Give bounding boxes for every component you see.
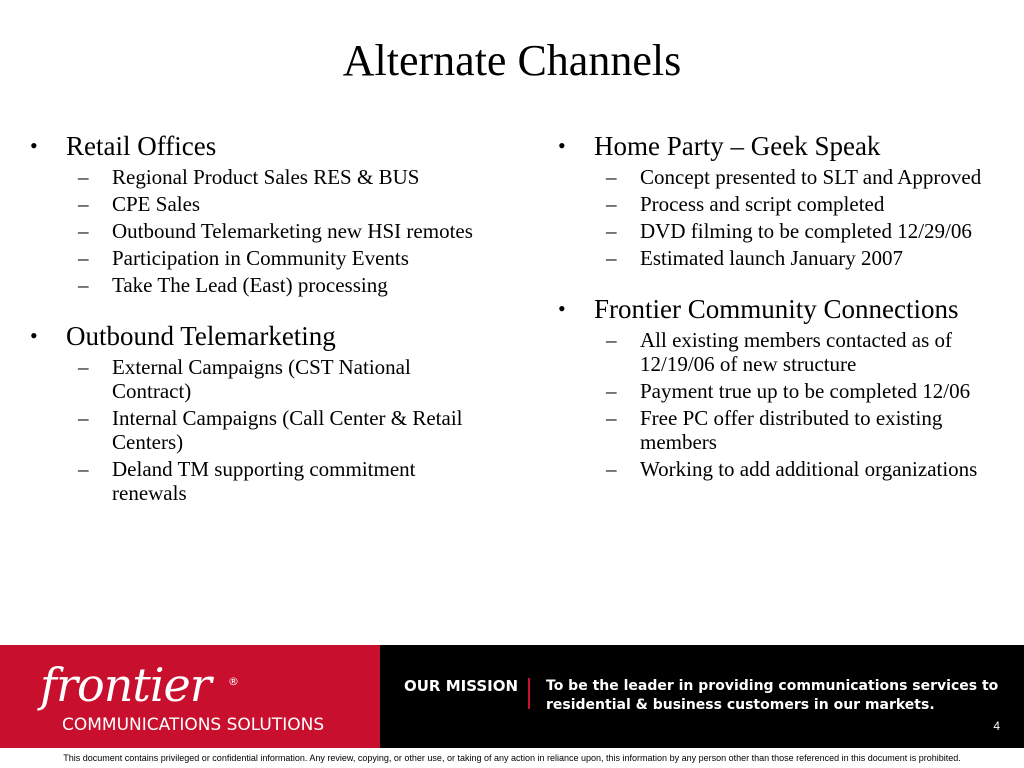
bullet-home-party <box>558 131 998 161</box>
bullet-marker: • <box>30 323 38 348</box>
logo-wordmark: frontier <box>40 658 211 712</box>
sub-bullet: – Internal Campaigns (Call Center & Retail Centers) <box>78 406 463 454</box>
sub-bullet: – Deland TM supporting commitment renewals <box>78 457 416 505</box>
registered-mark: ® <box>228 675 239 688</box>
bullet-label: Outbound Telemarketing <box>66 321 336 351</box>
bullet-outbound-telemarketing <box>30 321 490 351</box>
slide-title: Alternate Channels <box>342 36 682 85</box>
mission-statement: To be the leader in providing communications services to residential & business customers in our markets. <box>546 678 999 713</box>
sub-bullet: – Take The Lead (East) processing <box>78 273 388 297</box>
sub-bullet: – DVD filming to be completed 12/29/06 <box>606 219 972 243</box>
sub-bullet: – Process and script completed <box>606 192 885 216</box>
sub-bullet: – Estimated launch January 2007 <box>606 246 904 270</box>
right-column <box>558 131 998 505</box>
bullet-group-community-connections <box>558 294 998 481</box>
page-number: 4 <box>993 719 1000 733</box>
mission-panel <box>380 645 1024 748</box>
bullet-label: Retail Offices <box>66 131 217 161</box>
bullet-label: Home Party – Geek Speak <box>594 131 881 161</box>
bullet-group-home-party <box>558 131 998 270</box>
mission-label: OUR MISSION <box>404 677 519 695</box>
sub-bullet: – Free PC offer distributed to existing members <box>606 406 943 454</box>
sub-bullet: – Payment true up to be completed 12/06 <box>606 379 971 403</box>
bullet-group-retail-offices <box>30 131 490 297</box>
sub-bullet: – CPE Sales <box>78 192 201 216</box>
sub-bullet: – Outbound Telemarketing new HSI remotes <box>78 219 473 243</box>
sub-bullet: – External Campaigns (CST National Contract) <box>78 355 411 403</box>
sub-bullet: – All existing members contacted as of 12/19/06 of new structure <box>606 328 952 376</box>
sub-bullet: – Concept presented to SLT and Approved <box>606 165 982 189</box>
bullet-marker: • <box>558 296 566 321</box>
bullet-marker: • <box>558 133 566 158</box>
left-column <box>30 131 490 529</box>
sub-bullet: – Working to add additional organizations <box>606 457 978 481</box>
logo-subtitle: COMMUNICATIONS SOLUTIONS <box>62 715 325 735</box>
footer-banner <box>0 645 1024 748</box>
bullet-retail-offices <box>30 131 490 161</box>
bullet-community-connections <box>558 294 998 324</box>
bullet-group-outbound-telemarketing <box>30 321 490 505</box>
confidentiality-disclaimer: This document contains privileged or confidential information. Any review, copying, or other use, or taking of any action in reliance upon, this information by any person other than those referenced in this document is prohibited. <box>0 748 1024 768</box>
bullet-marker: • <box>30 133 38 158</box>
sub-bullet: – Regional Product Sales RES & BUS <box>78 165 420 189</box>
bullet-label: Frontier Community Connections <box>594 294 959 324</box>
sub-bullet: – Participation in Community Events <box>78 246 409 270</box>
frontier-logo <box>0 645 380 748</box>
mission-divider <box>528 678 530 709</box>
